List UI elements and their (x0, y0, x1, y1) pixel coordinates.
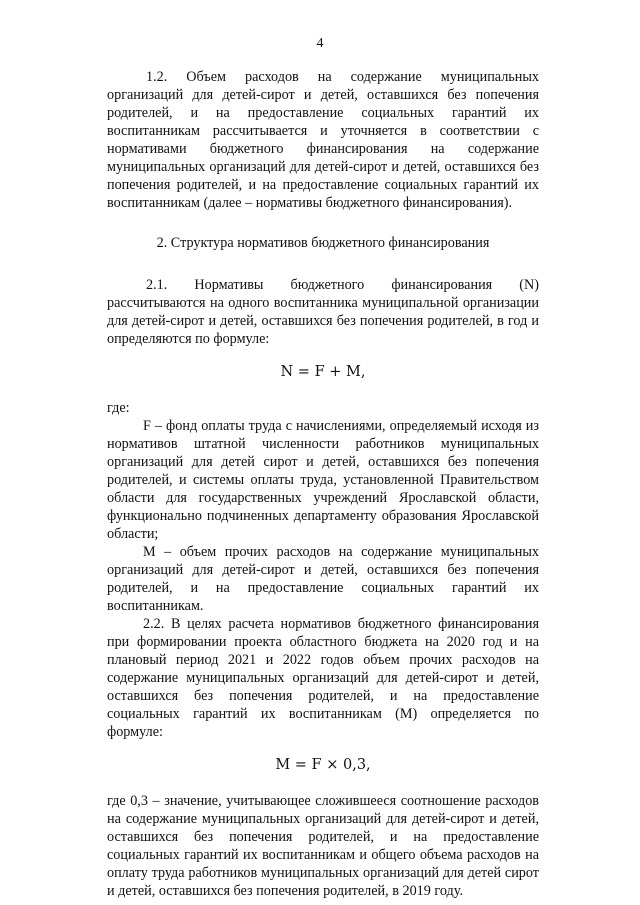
coefficient-explanation: где 0,3 – значение, учитывающее сложившееся соотношение расходов на содержание муниципальных организаций для детей-сирот и детей, оставшихся без попечения родителей, и на предоставление социальных гарантий их воспитанникам и общего объема расходов на оплату труда работников муниципальных организаций для детей сирот и детей, оставшихся без попечения родителей, в 2019 году. (107, 793, 539, 899)
page-number: 4 (316, 36, 324, 51)
where-label: где: (107, 400, 130, 416)
document-body (107, 68, 539, 900)
definition-f: F – фонд оплаты труда с начислениями, определяемый исходя из нормативов штатной численности работников муниципальных организаций для детей сирот и детей, оставшихся без попечения родителей, и системы оплаты труда, установленной Правительством области для государственных учреждений Ярославской области, функционально подчиненных департаменту образования Ярославской области; (107, 418, 539, 542)
section-2-title: 2. Структура нормативов бюджетного финансирования (156, 235, 490, 251)
definition-m: M – объем прочих расходов на содержание муниципальных организаций для детей-сирот и детей, оставшихся без попечения родителей, и на предоставление социальных гарантий их воспитанникам. (107, 544, 539, 614)
paragraph-1-2: 1.2. Объем расходов на содержание муниципальных организаций для детей-сирот и детей, оставшихся без попечения родителей, и на предоставление социальных гарантий их воспитанникам рассчитывается и уточняется в соответствии с нормативами бюджетного финансирования на содержание муниципальных организаций для детей-сирот и детей, оставшихся без попечения родителей, и на предоставление социальных гарантий их воспитанникам (далее – нормативы бюджетного финансирования). (107, 69, 539, 211)
paragraph-2-1: 2.1. Нормативы бюджетного финансирования (N) рассчитываются на одного воспитанника муниципальной организации для детей-сирот и детей, оставшихся без попечения родителей, в год и определяются по формуле: (107, 277, 539, 347)
formula-m: M = F × 0,3, (275, 757, 371, 773)
formula-n: N = F + M, (280, 364, 366, 380)
paragraph-2-2: 2.2. В целях расчета нормативов бюджетного финансирования при формировании проекта областного бюджета на 2020 год и на плановый период 2021 и 2022 годов объем прочих расходов на содержание муниципальных организаций для детей-сирот и детей, оставшихся без попечения родителей, и на предоставление социальных гарантий их воспитанникам (M) определяется по формуле: (107, 616, 539, 740)
